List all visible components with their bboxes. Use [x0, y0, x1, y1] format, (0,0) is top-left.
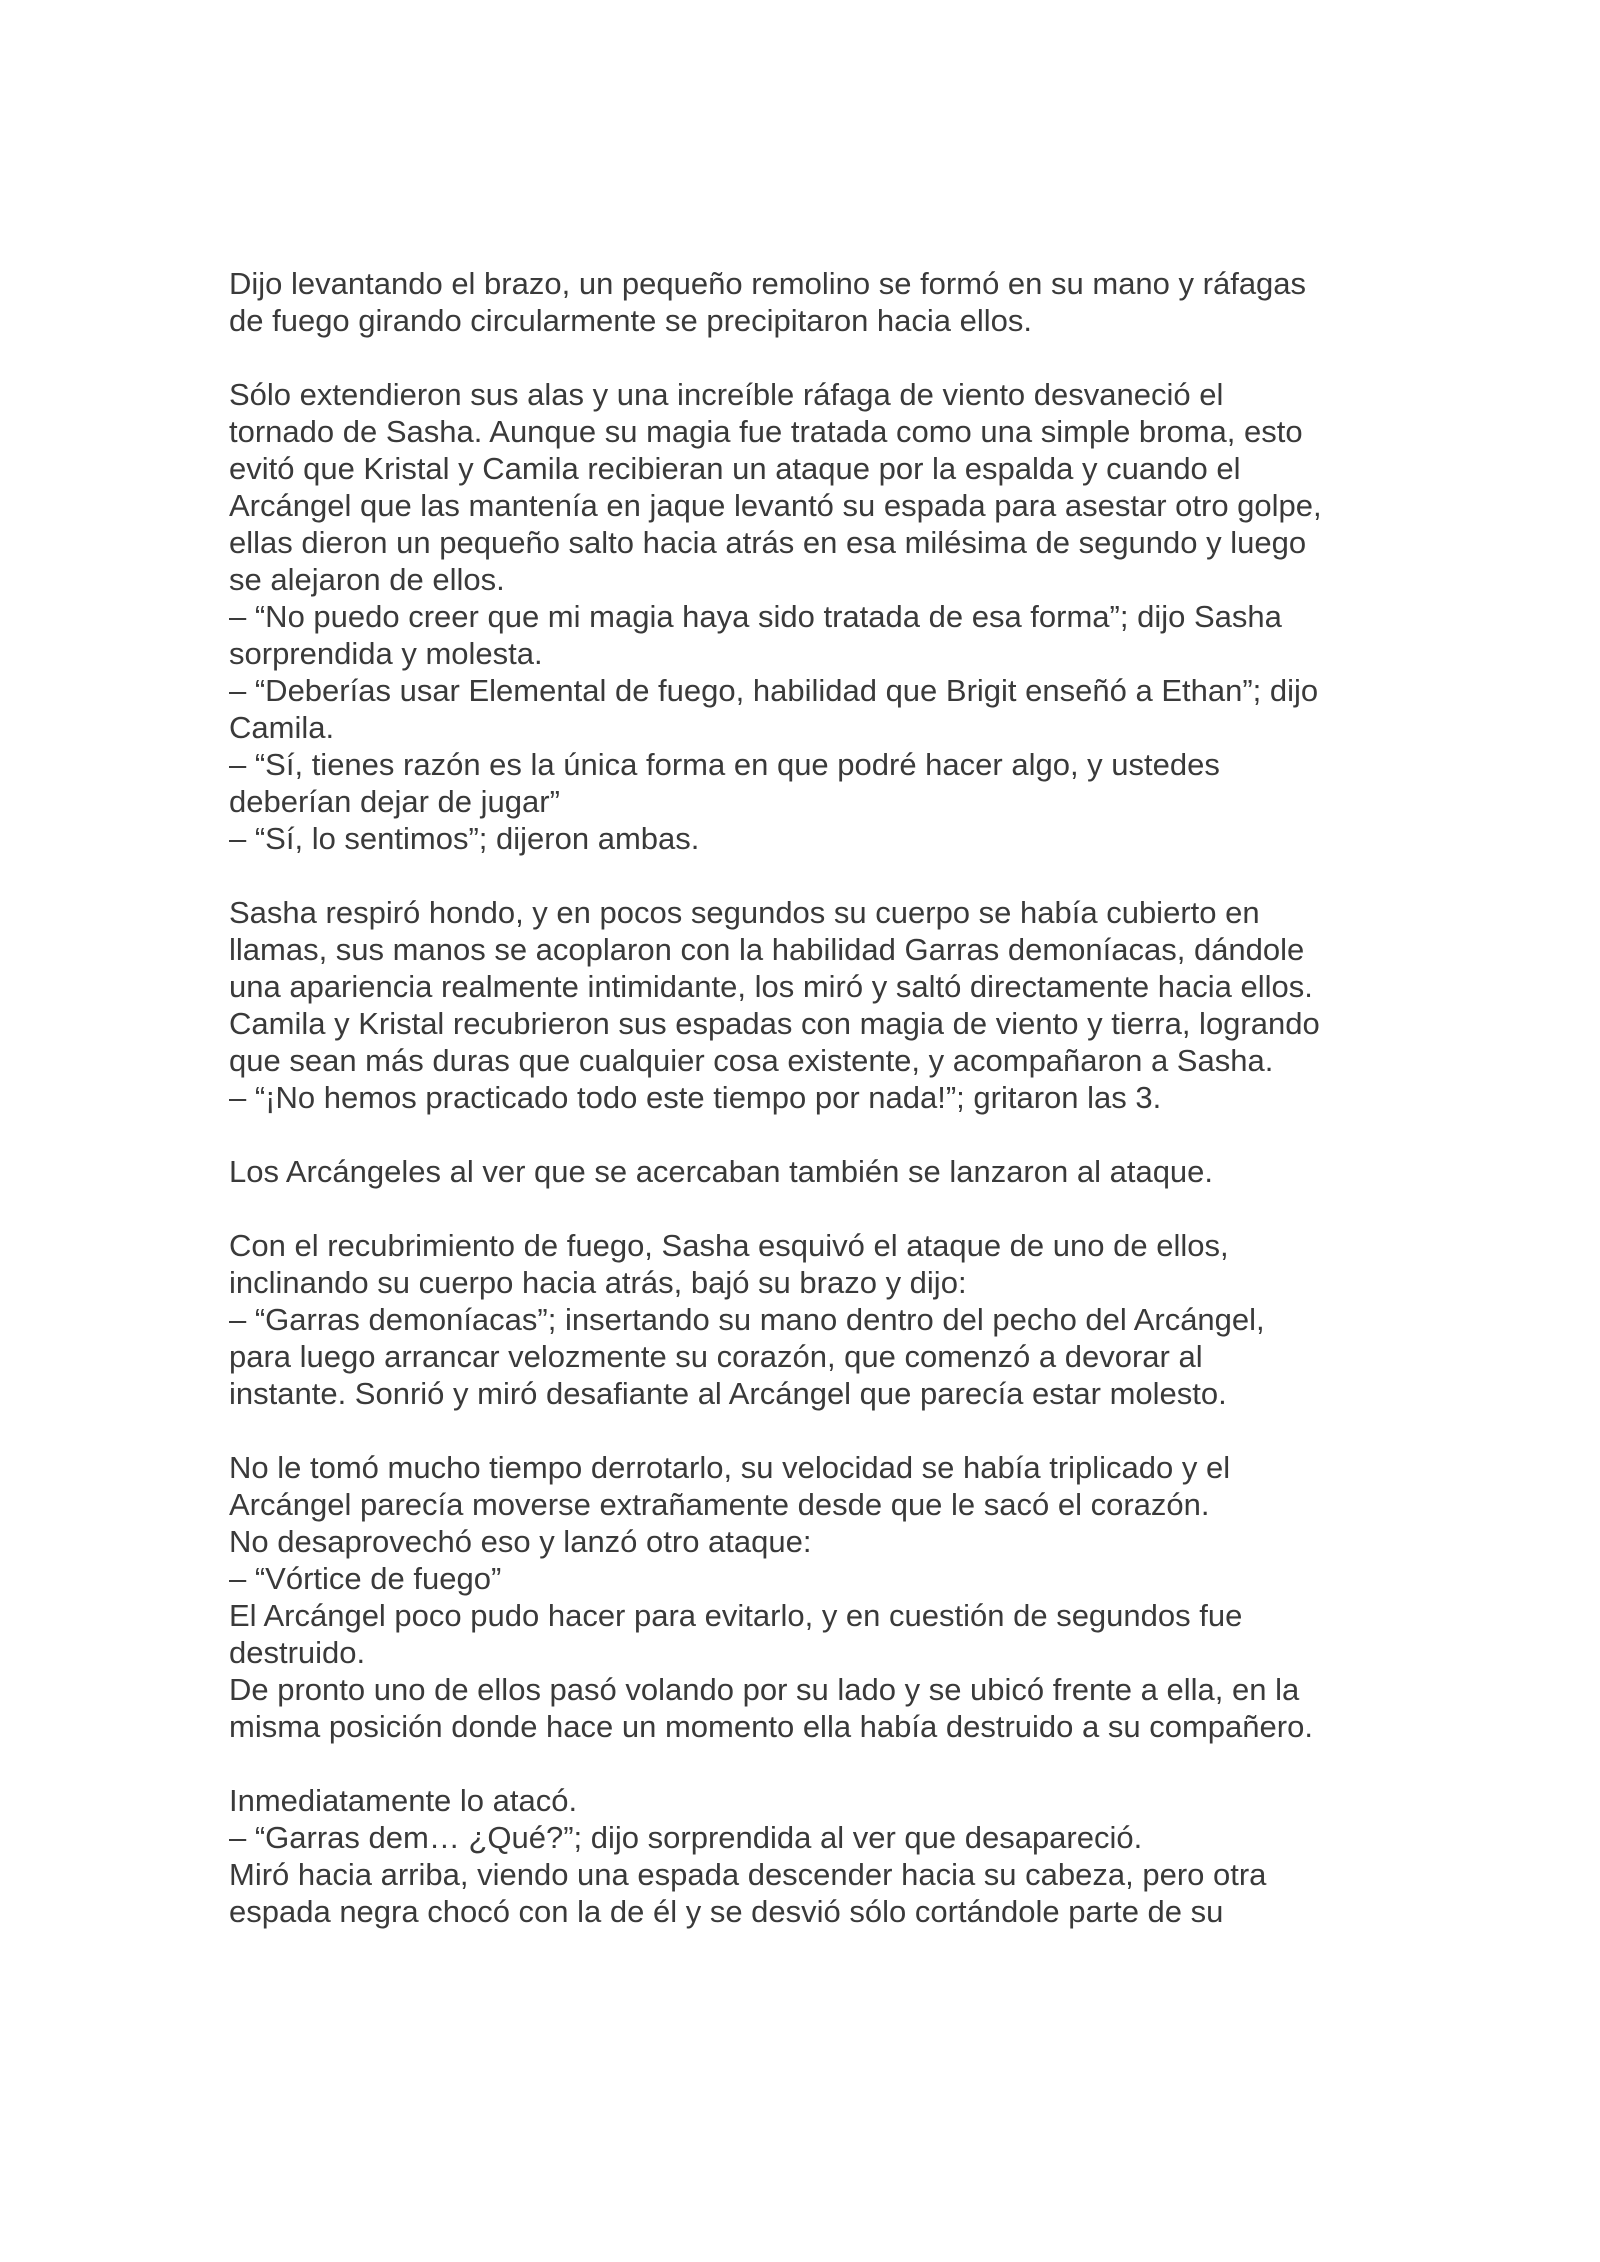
text-line: Camila y Kristal recubrieron sus espadas con magia de viento y tierra, logrando [229, 1006, 1320, 1041]
text-line: Dijo levantando el brazo, un pequeño remolino se formó en su mano y ráfagas [229, 266, 1307, 301]
text-line: se alejaron de ellos. [229, 562, 505, 597]
text-line: deberían dejar de jugar” [229, 784, 560, 819]
paragraph [229, 1449, 1389, 1745]
text-line: evitó que Kristal y Camila recibieran un ataque por la espalda y cuando el [229, 451, 1241, 486]
text-line: Arcángel que las mantenía en jaque levantó su espada para asestar otro golpe, [229, 488, 1322, 523]
text-line: una apariencia realmente intimidante, los miró y saltó directamente hacia ellos. [229, 969, 1313, 1004]
document-body [229, 265, 1389, 1967]
text-line: No le tomó mucho tiempo derrotarlo, su velocidad se había triplicado y el [229, 1450, 1231, 1485]
text-line: Inmediatamente lo atacó. [229, 1783, 578, 1818]
text-line: De pronto uno de ellos pasó volando por su lado y se ubicó frente a ella, en la [229, 1672, 1300, 1707]
text-line: Sólo extendieron sus alas y una increíble ráfaga de viento desvaneció el [229, 377, 1224, 412]
text-line: ellas dieron un pequeño salto hacia atrás en esa milésima de segundo y luego [229, 525, 1307, 560]
text-line: llamas, sus manos se acoplaron con la habilidad Garras demoníacas, dándole [229, 932, 1305, 967]
text-line: – “Vórtice de fuego” [229, 1561, 502, 1596]
text-line: – “Sí, lo sentimos”; dijeron ambas. [229, 821, 700, 856]
text-line: tornado de Sasha. Aunque su magia fue tratada como una simple broma, esto [229, 414, 1303, 449]
text-line: de fuego girando circularmente se precipitaron hacia ellos. [229, 303, 1033, 338]
paragraph [229, 1153, 1389, 1190]
text-line: Los Arcángeles al ver que se acercaban también se lanzaron al ataque. [229, 1154, 1214, 1189]
paragraph [229, 265, 1389, 339]
text-line: instante. Sonrió y miró desafiante al Arcángel que parecía estar molesto. [229, 1376, 1227, 1411]
text-line: Camila. [229, 710, 335, 745]
text-line: espada negra chocó con la de él y se desvió sólo cortándole parte de su [229, 1894, 1224, 1929]
text-line: Con el recubrimiento de fuego, Sasha esquivó el ataque de uno de ellos, [229, 1228, 1229, 1263]
text-line: – “Sí, tienes razón es la única forma en que podré hacer algo, y ustedes [229, 747, 1220, 782]
text-line: Miró hacia arriba, viendo una espada descender hacia su cabeza, pero otra [229, 1857, 1267, 1892]
text-line: – “No puedo creer que mi magia haya sido tratada de esa forma”; dijo Sasha [229, 599, 1282, 634]
text-line: – “Garras dem… ¿Qué?”; dijo sorprendida al ver que desapareció. [229, 1820, 1143, 1855]
text-line: destruido. [229, 1635, 366, 1670]
text-line: El Arcángel poco pudo hacer para evitarlo, y en cuestión de segundos fue [229, 1598, 1243, 1633]
text-line: – “Deberías usar Elemental de fuego, habilidad que Brigit enseñó a Ethan”; dijo [229, 673, 1319, 708]
text-line: Sasha respiró hondo, y en pocos segundos su cuerpo se había cubierto en [229, 895, 1260, 930]
text-line: sorprendida y molesta. [229, 636, 543, 671]
text-line: para luego arrancar velozmente su corazón, que comenzó a devorar al [229, 1339, 1203, 1374]
text-line: – “Garras demoníacas”; insertando su mano dentro del pecho del Arcángel, [229, 1302, 1265, 1337]
paragraph [229, 894, 1389, 1116]
text-line: No desaprovechó eso y lanzó otro ataque: [229, 1524, 812, 1559]
paragraph [229, 1782, 1389, 1930]
text-line: inclinando su cuerpo hacia atrás, bajó su brazo y dijo: [229, 1265, 967, 1300]
text-line: que sean más duras que cualquier cosa existente, y acompañaron a Sasha. [229, 1043, 1274, 1078]
paragraph [229, 1227, 1389, 1412]
text-line: misma posición donde hace un momento ella había destruido a su compañero. [229, 1709, 1313, 1744]
text-line: – “¡No hemos practicado todo este tiempo por nada!”; gritaron las 3. [229, 1080, 1162, 1115]
paragraph [229, 376, 1389, 857]
text-line: Arcángel parecía moverse extrañamente desde que le sacó el corazón. [229, 1487, 1210, 1522]
